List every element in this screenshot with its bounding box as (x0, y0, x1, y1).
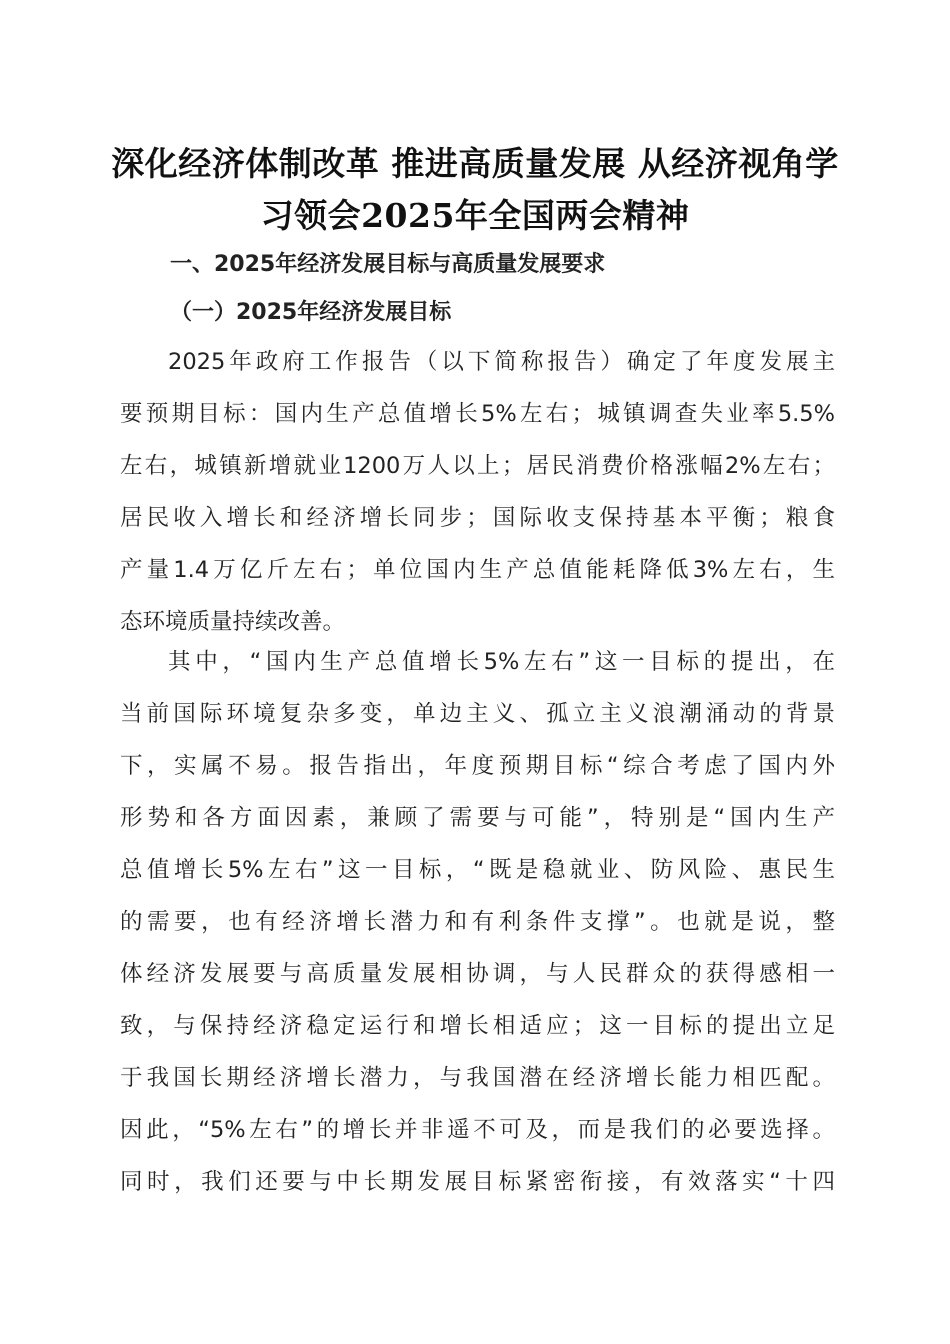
text-line: 2025年政府工作报告（以下简称报告）确定了年度发展主 (168, 349, 835, 375)
text-line: 其中，“国内生产总值增长5%左右”这一目标的提出，在 (168, 649, 835, 675)
text-line: 左右，城镇新增就业1200万人以上；居民消费价格涨幅2%左右； (120, 453, 835, 479)
text-line: 致，与保持经济稳定运行和增长相适应；这一目标的提出立足 (120, 1013, 835, 1039)
section-heading: 一、2025年经济发展目标与高质量发展要求 (170, 252, 606, 277)
text-line: 同时，我们还要与中长期发展目标紧密衔接，有效落实“十四 (120, 1169, 835, 1195)
text-line: 当前国际环境复杂多变，单边主义、孤立主义浪潮涌动的背景 (120, 701, 835, 727)
paragraph-2 (120, 636, 835, 1208)
text-line: 的需要，也有经济增长潜力和有利条件支撑”。也就是说，整 (120, 909, 835, 935)
text-line: 因此，“5%左右”的增长并非遥不可及，而是我们的必要选择。 (120, 1117, 835, 1143)
text-line: 下，实属不易。报告指出，年度预期目标“综合考虑了国内外 (120, 753, 835, 779)
paragraph-1 (120, 336, 835, 648)
title-line: 深化经济体制改革 推进高质量发展 从经济视角学 (111, 144, 839, 183)
subsection-heading: （一）2025年经济发展目标 (170, 300, 452, 325)
text-line: 产量1.4万亿斤左右；单位国内生产总值能耗降低3%左右，生 (120, 557, 835, 583)
text-line: 要预期目标：国内生产总值增长5%左右；城镇调查失业率5.5% (120, 401, 835, 427)
text-line: 居民收入增长和经济增长同步；国际收支保持基本平衡；粮食 (120, 505, 835, 531)
title-line: 习领会2025年全国两会精神 (260, 196, 690, 235)
text-line: 态环境质量持续改善。 (120, 609, 346, 635)
text-line: 总值增长5%左右”这一目标，“既是稳就业、防风险、惠民生 (120, 857, 835, 883)
text-line: 形势和各方面因素，兼顾了需要与可能”，特别是“国内生产 (120, 805, 835, 831)
text-line: 于我国长期经济增长潜力，与我国潜在经济增长能力相匹配。 (120, 1065, 835, 1091)
document-title (100, 138, 850, 242)
text-line: 体经济发展要与高质量发展相协调，与人民群众的获得感相一 (120, 961, 835, 987)
